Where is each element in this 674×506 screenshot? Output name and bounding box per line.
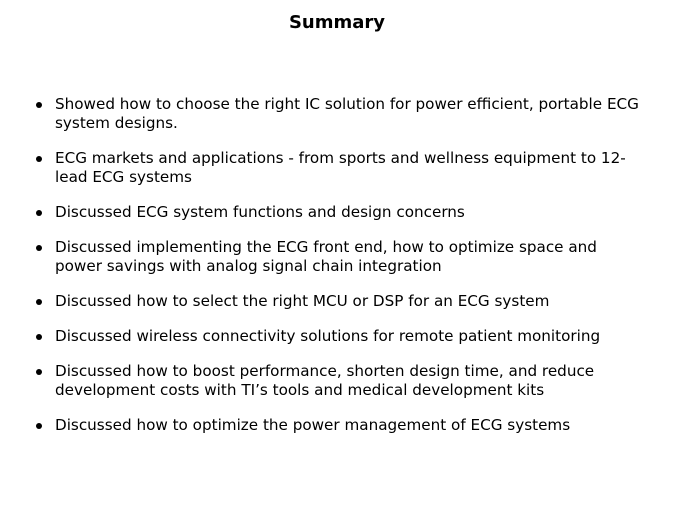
bullet-text: Showed how to choose the right IC solution for power efficient, portable ECG system designs. bbox=[55, 95, 639, 132]
bullet-text: Discussed implementing the ECG front end, how to optimize space and power savings with analog signal chain integration bbox=[55, 238, 597, 275]
summary-bullet-list bbox=[33, 95, 643, 451]
bullet-dot-icon bbox=[36, 210, 42, 216]
bullet-dot-icon bbox=[36, 369, 42, 375]
bullet-item bbox=[33, 362, 643, 400]
bullet-item bbox=[33, 238, 643, 276]
bullet-dot-icon bbox=[36, 299, 42, 305]
bullet-item bbox=[33, 203, 643, 222]
bullet-dot-icon bbox=[36, 334, 42, 340]
bullet-item bbox=[33, 149, 643, 187]
slide-title: Summary bbox=[288, 12, 386, 33]
bullet-text: Discussed how to boost performance, shorten design time, and reduce development costs with TI’s tools and medical development kits bbox=[55, 362, 595, 399]
bullet-dot-icon bbox=[36, 423, 42, 429]
bullet-text: Discussed ECG system functions and design concerns bbox=[55, 203, 465, 221]
bullet-text: Discussed how to optimize the power management of ECG systems bbox=[55, 416, 571, 434]
bullet-dot-icon bbox=[36, 245, 42, 251]
bullet-item bbox=[33, 327, 643, 346]
bullet-text: Discussed how to select the right MCU or DSP for an ECG system bbox=[55, 292, 550, 310]
bullet-dot-icon bbox=[36, 156, 42, 162]
bullet-text: ECG markets and applications - from sports and wellness equipment to 12-lead ECG systems bbox=[55, 149, 626, 186]
bullet-text: Discussed wireless connectivity solutions for remote patient monitoring bbox=[55, 327, 601, 345]
bullet-item bbox=[33, 416, 643, 435]
bullet-dot-icon bbox=[36, 102, 42, 108]
bullet-item bbox=[33, 95, 643, 133]
bullet-item bbox=[33, 292, 643, 311]
